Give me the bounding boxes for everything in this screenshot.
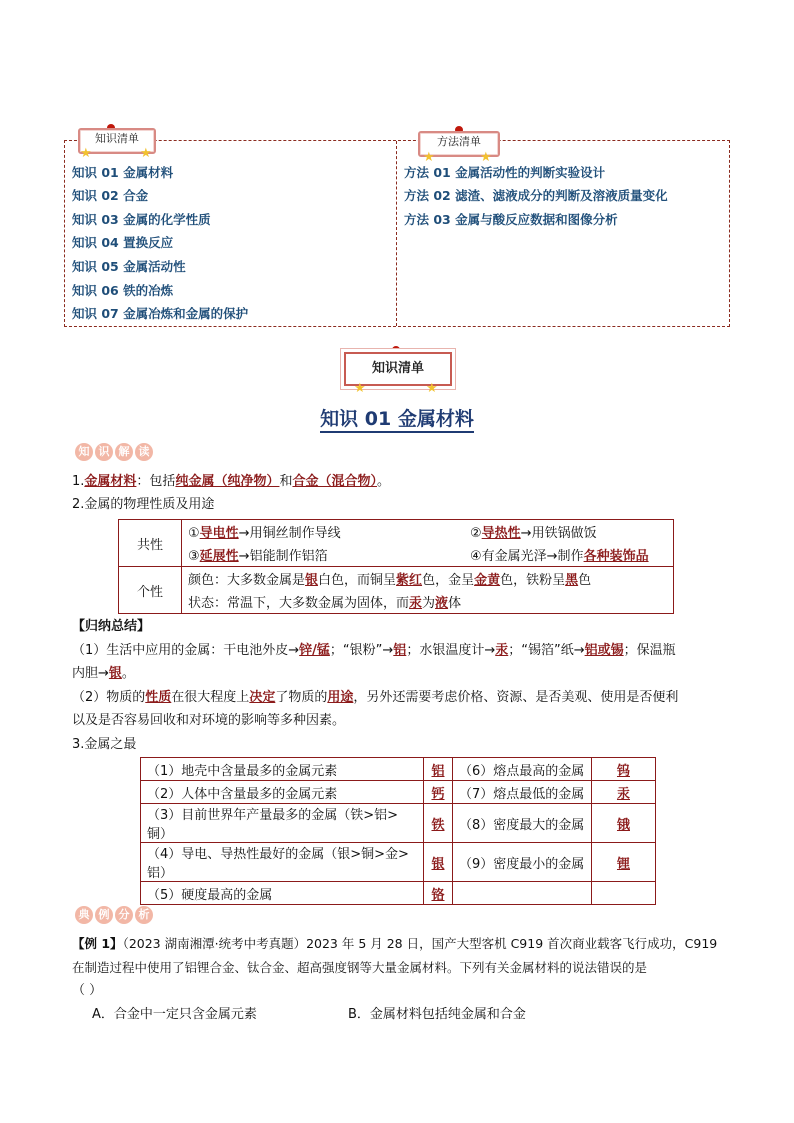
pill: 典 — [75, 906, 93, 924]
star-icon: ★ — [354, 381, 366, 396]
knowledge-item[interactable]: 知识 03 金属的化学性质 — [72, 212, 211, 227]
method-item[interactable]: 方法 02 滤渣、滤液成分的判断及溶液质量变化 — [404, 188, 668, 203]
pill: 分 — [115, 906, 133, 924]
example-line-1: 【例 1】（2023 湖南湘潭·统考中考真题）2023 年 5 月 28 日，国产大型客机 C919 首次商业载客飞行成功，C919 — [72, 936, 718, 951]
star-icon: ★ — [423, 150, 435, 165]
paragraph-2: 2.金属的物理性质及用途 — [72, 497, 215, 512]
common-label: 共性 — [119, 520, 182, 567]
property-table: 共性 ①导电性→用铜丝制作导线 ②导热性→用铁锅做饭 ③延展性→铝能制作铝箔 ④有金属光泽→制作各种装饰品 个性 颜色：大多数金属是银白色，而铜呈紫红色，金呈金黄色，铁粉呈黑色 状态：常温下，大多数金属为固体，而汞为液体 — [118, 519, 674, 614]
pill: 析 — [135, 906, 153, 924]
knowledge-reading-label — [75, 443, 153, 461]
knowledge-item[interactable]: 知识 04 置换反应 — [72, 235, 174, 250]
star-icon: ★ — [480, 150, 492, 165]
paragraph-3: 3.金属之最 — [72, 737, 137, 752]
directory-divider — [396, 141, 397, 326]
method-list-tag: 方法清单 — [418, 131, 500, 157]
summary-1-line-2: 内胆→银。 — [72, 666, 135, 681]
option-a[interactable]: A．合金中一定只含金属元素 — [92, 1007, 257, 1022]
star-icon: ★ — [140, 146, 152, 161]
example-line-3: （ ） — [72, 983, 103, 998]
pill: 例 — [95, 906, 113, 924]
summary-2-line-2: 以及是否容易回收和对环境的影响等多种因素。 — [72, 713, 346, 728]
star-icon: ★ — [80, 146, 92, 161]
paragraph-1: 1.金属材料：包括纯金属（纯净物）和合金（混合物）。 — [72, 474, 390, 489]
pill: 解 — [115, 443, 133, 461]
summary-title: 【归纳总结】 — [72, 619, 151, 634]
summary-2-line-1: （2）物质的性质在很大程度上决定了物质的用途，另外还需要考虑价格、资源、是否美观、使用是否便利 — [72, 690, 679, 705]
knowledge-item[interactable]: 知识 07 金属冶炼和金属的保护 — [72, 306, 249, 321]
example-analysis-label — [75, 906, 153, 924]
section-title: 知识 01 金属材料 — [0, 404, 794, 431]
knowledge-item[interactable]: 知识 02 合金 — [72, 188, 149, 203]
knowledge-list-tag: 知识清单 — [78, 128, 156, 154]
metal-superlatives-table: （1）地壳中含量最多的金属元素 铝 （6）熔点最高的金属 钨 （2）人体中含量最多的金属元素 钙 （7）熔点最低的金属 汞 （3）目前世界年产量最多的金属（铁>铝>铜） 铁 （8）密度最大的金属 锇 （4）导电、导热性最好的金属（银>铜>金>铝） 银 （9）密度最小的金属 锂 （5）硬度最高的金属 铬 — [140, 757, 656, 905]
example-line-2: 在制造过程中使用了铝锂合金、钛合金、超高强度钢等大量金属材料。下列有关金属材料的说法错误的是 — [72, 960, 648, 975]
pill: 识 — [95, 443, 113, 461]
knowledge-item[interactable]: 知识 06 铁的冶炼 — [72, 283, 174, 298]
method-item[interactable]: 方法 01 金属活动性的判断实验设计 — [404, 165, 606, 180]
knowledge-banner: 知识清单 — [344, 352, 452, 386]
summary-1-line-1: （1）生活中应用的金属：干电池外皮→锌/锰；“银粉”→铝；水银温度计→汞；“锡箔”纸→铝或锡；保温瓶 — [72, 643, 676, 658]
option-b[interactable]: B．金属材料包括纯金属和合金 — [348, 1007, 526, 1022]
pill: 读 — [135, 443, 153, 461]
pill: 知 — [75, 443, 93, 461]
individual-label: 个性 — [119, 567, 182, 614]
knowledge-item[interactable]: 知识 05 金属活动性 — [72, 259, 186, 274]
method-item[interactable]: 方法 03 金属与酸反应数据和图像分析 — [404, 212, 618, 227]
star-icon: ★ — [426, 381, 438, 396]
knowledge-item[interactable]: 知识 01 金属材料 — [72, 165, 174, 180]
